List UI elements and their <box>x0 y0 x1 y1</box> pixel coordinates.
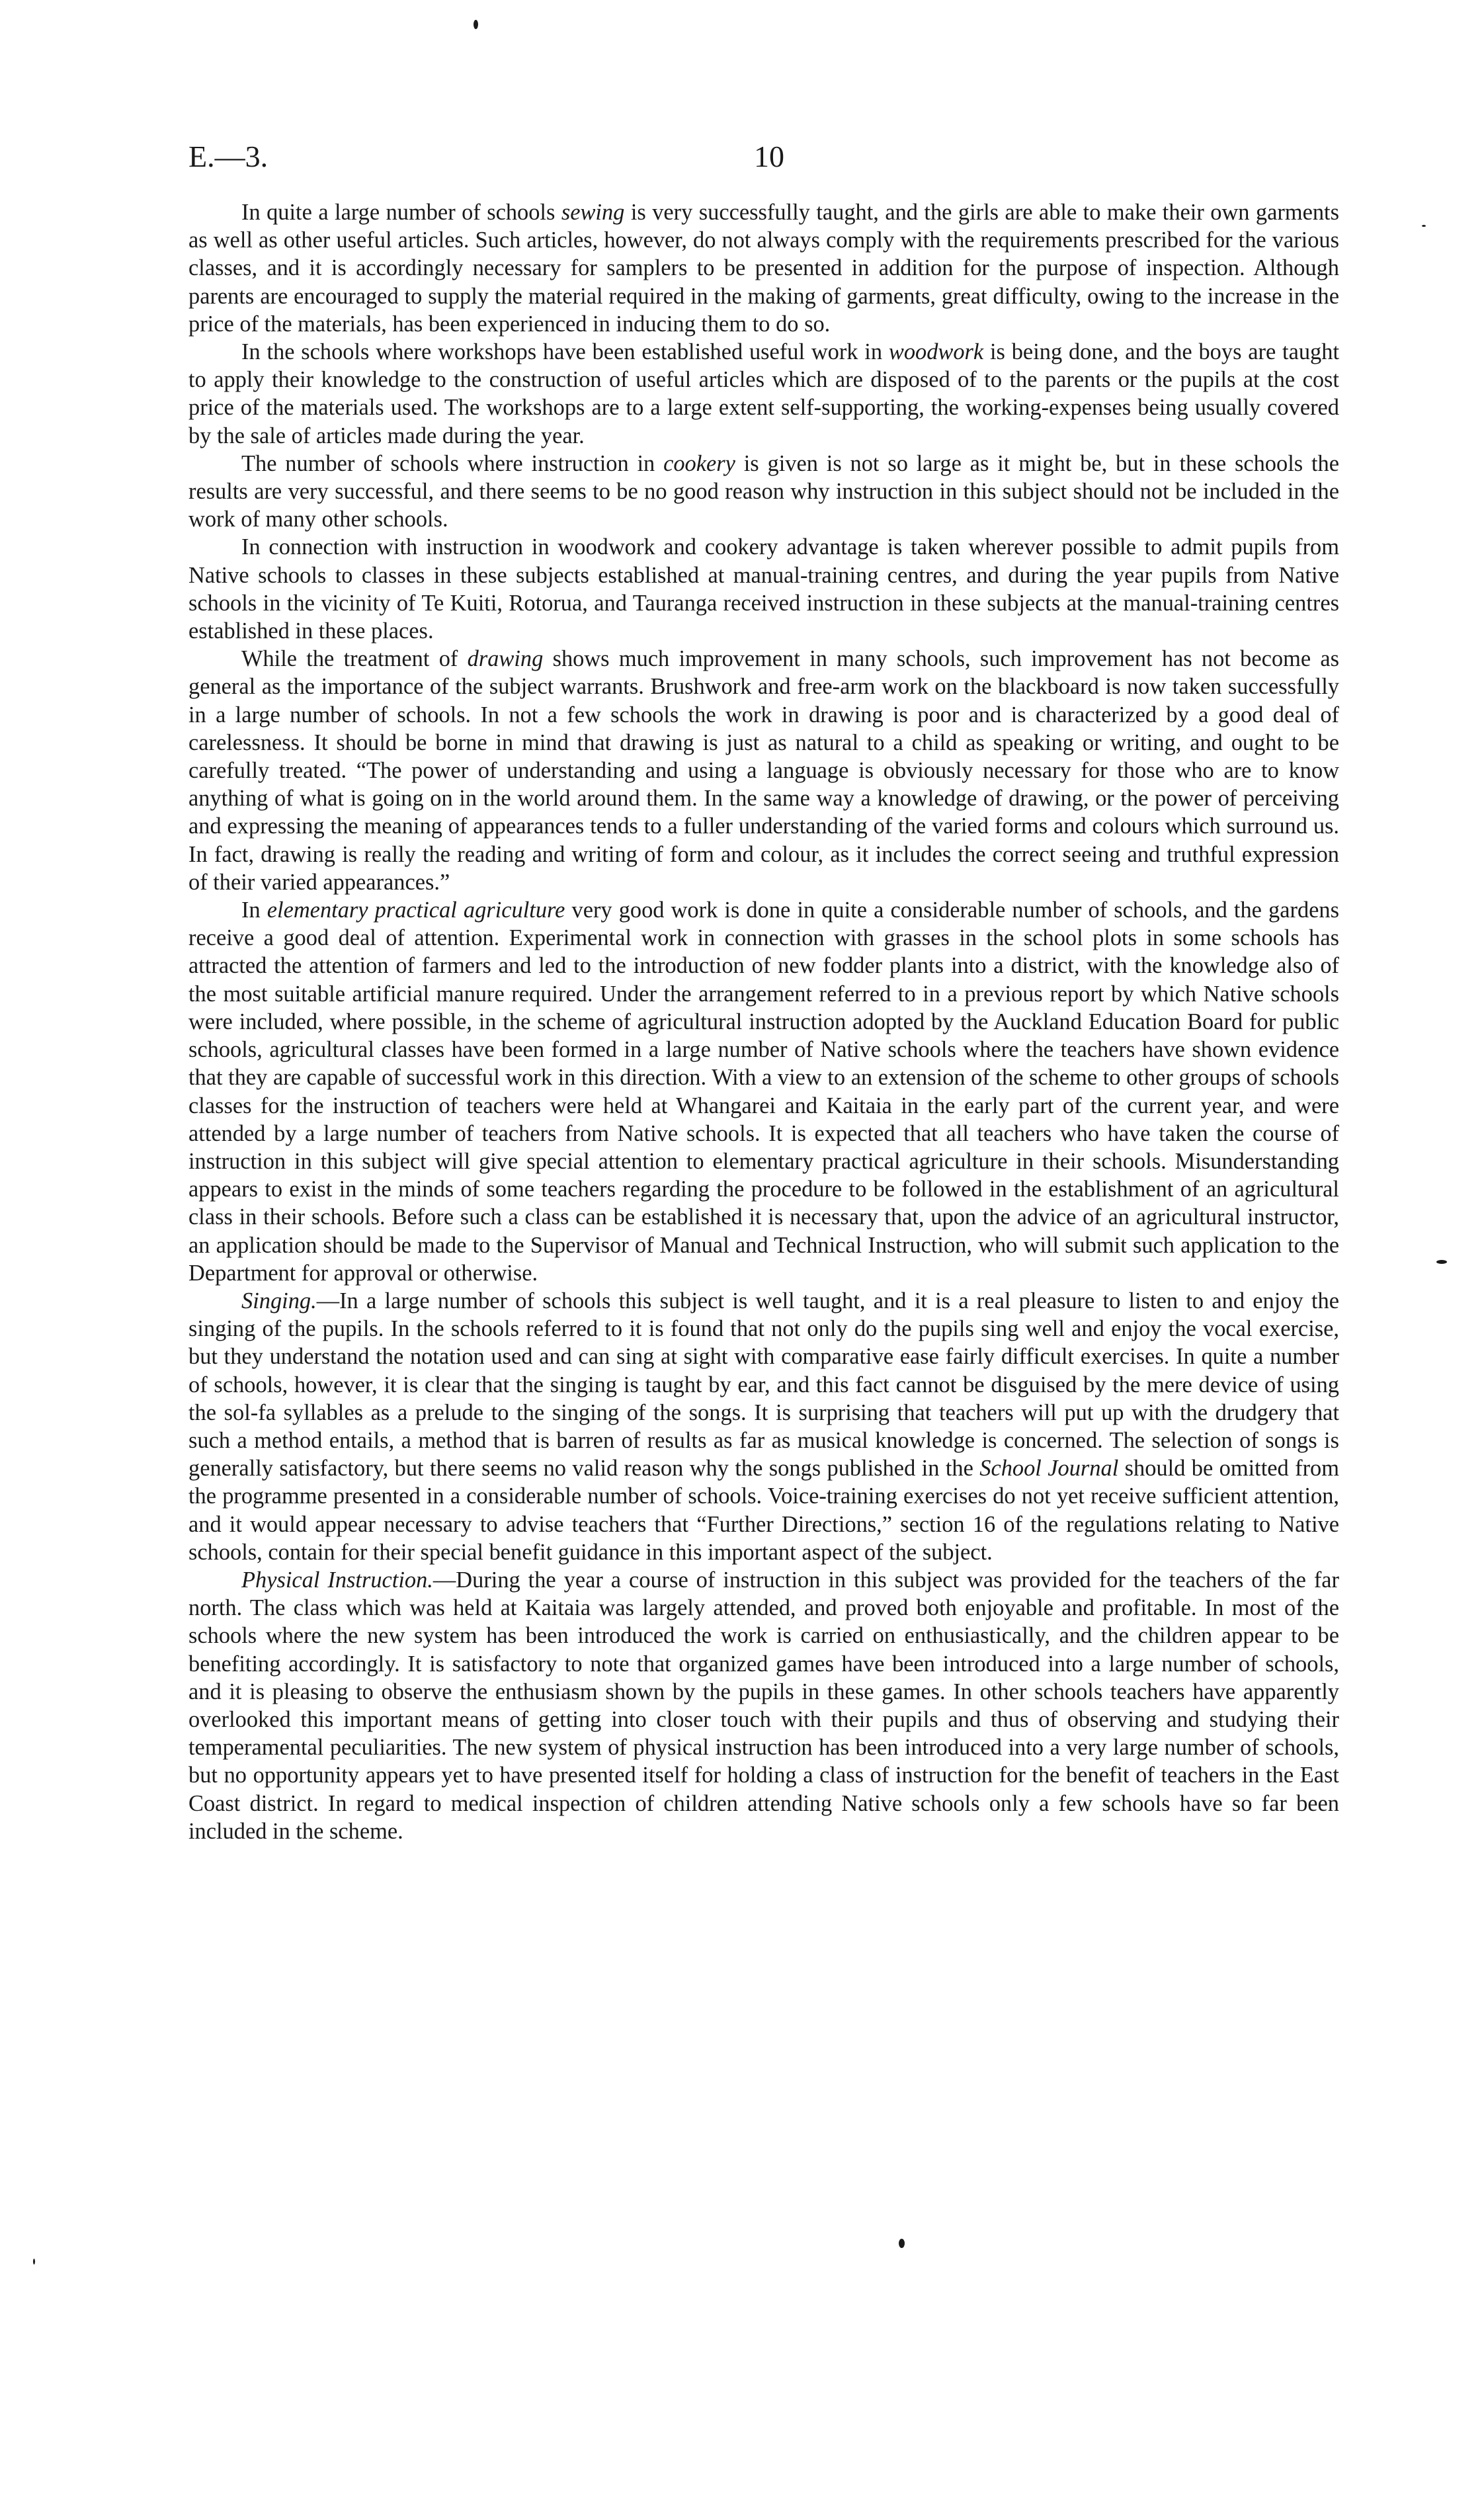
page-number: 10 <box>754 140 784 173</box>
paragraph-text: is very successfully taught, and the girls are able to make their own garments as well as other useful articles. Such articles, however, do not always comply with the requirements prescribed for the various classes, and it is accordingly necessary for samplers to be presented in addition for the purpose of inspection. Although parents are encouraged to supply the material required in the making of garments, great difficulty, owing to the increase in the price of the materials, has been experienced in inducing them to do so. <box>188 200 1339 337</box>
italic-text: elementary practical agriculture <box>267 897 565 923</box>
paragraph-text: While the treatment of <box>241 646 468 672</box>
paragraph-text: In the schools where workshops have been established useful work in <box>241 339 889 365</box>
paragraph-text: —During the year a course of instruction in this subject was provided for the teachers of the far north. The class which was held at Kaitaia was largely attended, and proved both enjoyable and profitable. In most of the schools where the new system has been introduced the work is carried on enthusiastically, and the children appear to be benefiting accordingly. It is satisfactory to note that organized games have been introduced into a large number of schools, and it is pleasing to observe the enthusiasm shown by the pupils in these games. In other schools teachers have apparently overlooked this important means of getting into closer touch with their pupils and thus of observing and studying their temperamental peculiarities. The new system of physical instruction has been introduced into a very large number of schools, but no opportunity appears yet to have presented itself for holding a class of instruction for the benefit of teachers in the East Coast district. In regard to medical inspection of children attending Native schools only a few schools have so far been included in the scheme. <box>188 1567 1340 1844</box>
paragraph <box>188 533 1339 645</box>
paragraph <box>188 338 1339 450</box>
scan-speck <box>33 2259 35 2265</box>
italic-text: Physical Instruction. <box>241 1567 433 1593</box>
paragraph-text: The number of schools where instruction in <box>241 450 664 476</box>
paragraph-text: should be omitted from the programme presented in a considerable number of schools. Voice-training exercises do not yet receive sufficient attention, and it would appear necessary to advise teachers that “Further Directions,” section 16 of the regulations relating to Native schools, contain for their special benefit guidance in this important aspect of the subject. <box>188 1456 1339 1565</box>
scan-speck <box>1422 225 1426 227</box>
paragraph-text: In connection with instruction in woodwork and cookery advantage is taken wherever possible to admit pupils from Native schools to classes in these subjects established at manual-training centres, and during the year pupils from Native schools in the vicinity of Te Kuiti, Rotorua, and Tauranga received instruction in these subjects at the manual-training centres established in these places. <box>188 534 1339 644</box>
italic-text: Singing. <box>241 1288 317 1313</box>
paragraph <box>188 896 1339 1287</box>
paragraph <box>188 450 1339 534</box>
paragraph-text: —In a large number of schools this subject is well taught, and it is a real pleasure to listen to and enjoy the singing of the pupils. In the schools referred to it is found that not only do the pupils sing well and enjoy the vocal exercise, but they understand the notation used and can sing at sight with comparative ease fairly difficult exercises. In quite a number of schools, however, it is clear that the singing is taught by ear, and this fact cannot be disguised by the mere device of using the sol-fa syllables as a prelude to the singing of the songs. It is surprising that teachers will put up with the drudgery that such a method entails, a method that is barren of results as far as musical knowledge is concerned. The selection of songs is generally satisfactory, but there seems no valid reason why the songs published in the <box>188 1288 1339 1481</box>
italic-text: woodwork <box>888 339 984 365</box>
italic-text: sewing <box>561 200 625 225</box>
paragraph-text: In quite a large number of schools <box>241 200 561 225</box>
document-reference: E.—3. <box>188 140 268 173</box>
paragraph <box>188 645 1339 896</box>
italic-text: School Journal <box>979 1456 1119 1481</box>
paragraph-text: In <box>241 897 267 923</box>
paragraph-text: very good work is done in quite a considerable number of schools, and the gardens receive a good deal of attention. Experimental work in connection with grasses in the school plots in some schools has attracted the attention of farmers and led to the introduction of new fodder plants into a district, with the knowledge also of the most suitable artificial manure required. Under the arrangement referred to in a previous report by which Native schools were included, where possible, in the scheme of agricultural instruction adopted by the Auckland Education Board for public schools, agricultural classes have been formed in a large number of Native schools where the teachers have shown evidence that they are capable of successful work in this direction. With a view to an extension of the scheme to other groups of schools classes for the instruction of teachers were held at Whangarei and Kaitaia in the early part of the current year, and were attended by a large number of teachers from Native schools. It is expected that all teachers who have taken the course of instruction in this subject will give special attention to elementary practical agriculture in their schools. Misunderstanding appears to exist in the minds of some teachers regarding the procedure to be followed in the establishment of an agricultural class in their schools. Before such a class can be established it is necessary that, upon the advice of an agricultural instructor, an application should be made to the Supervisor of Manual and Technical Instruction, who will submit such application to the Department for approval or otherwise. <box>188 897 1339 1286</box>
italic-text: cookery <box>663 450 735 476</box>
paragraph-text: shows much improvement in many schools, such improvement has not become as general as the importance of the subject warrants. Brushwork and free-arm work on the blackboard is now taken successfully in a large number of schools. In not a few schools the work in drawing is poor and is characterized by a good deal of carelessness. It should be borne in mind that drawing is just as natural to a child as speaking or writing, and ought to be carefully treated. “The power of understanding and using a language is obviously necessary for those who are to know anything of what is going on in the world around them. In the same way a knowledge of drawing, or the power of perceiving and expressing the meaning of appearances tends to a fuller understanding of the varied forms and colours which surround us. In fact, drawing is really the reading and writing of form and colour, as it includes the correct seeing and truthful expression of their varied appearances.” <box>188 646 1339 895</box>
scan-speck <box>474 20 478 29</box>
scan-speck <box>899 2239 905 2248</box>
paragraph <box>188 1566 1339 1845</box>
paragraph-text: is being done, and the boys are taught to apply their knowledge to the construction of useful articles which are disposed of to the parents or the pupils at the cost price of the materials used. The workshops are to a large extent self-supporting, the working-expenses being usually covered by the sale of articles made during the year. <box>188 339 1340 448</box>
page-header <box>188 139 1339 179</box>
paragraph <box>188 198 1339 338</box>
body-text <box>188 198 1339 1845</box>
paragraph <box>188 1287 1339 1566</box>
paragraph-text: is given is not so large as it might be, but in these schools the results are very successful, and there seems to be no good reason why instruction in this subject should not be included in the work of many other schools. <box>188 450 1339 532</box>
scan-speck <box>1436 1260 1447 1264</box>
italic-text: drawing <box>467 646 544 672</box>
